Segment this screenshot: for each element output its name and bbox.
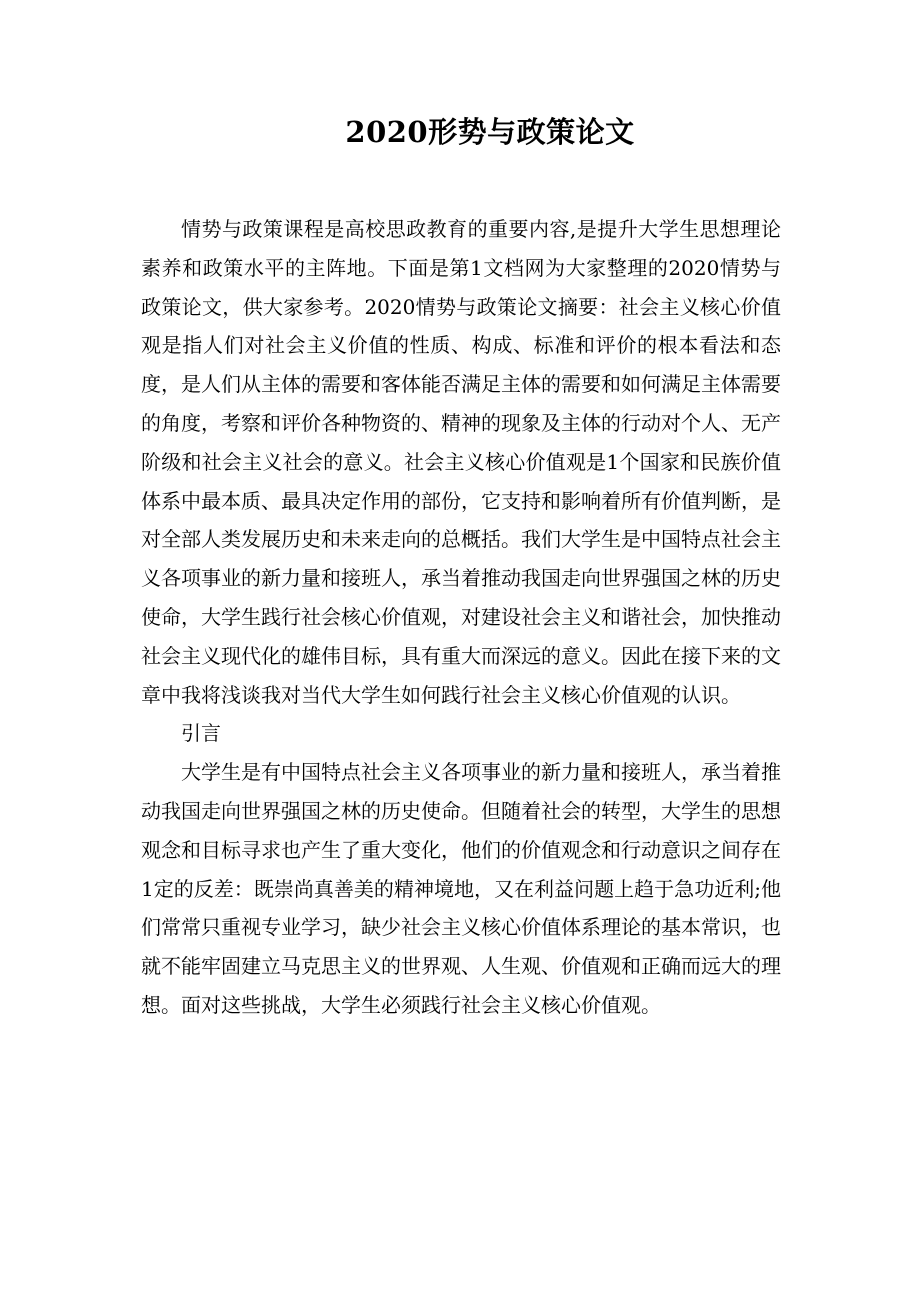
paragraph-abstract: 情势与政策课程是高校思政教育的重要内容,是提升大学生思想理论素养和政策水平的主阵地。下面是第1文档网为大家整理的2020情势与政策论文，供大家参考。2020情势与政策论文摘要：社会主义核心价值观是指人们对社会主义价值的性质、构成、标准和评价的根本看法和态度，是人们从主体的需要和客体能否满足主体的需要和如何满足主体需要的角度，考察和评价各种物资的、精神的现象及主体的行动对个人、无产阶级和社会主义社会的意义。社会主义核心价值观是1个国家和民族价值体系中最本质、最具决定作用的部份，它支持和影响着所有价值判断，是对全部人类发展历史和未来走向的总概括。我们大学生是中国特点社会主义各项事业的新力量和接班人，承当着推动我国走向世界强国之林的历史使命，大学生践行社会核心价值观，对建设社会主义和谐社会，加快推动社会主义现代化的雄伟目标，具有重大而深远的意义。因此在接下来的文章中我将浅谈我对当代大学生如何践行社会主义核心价值观的认识。 — [141, 217, 781, 707]
document-title: 2020形势与政策论文 — [345, 115, 635, 149]
document-body — [141, 210, 781, 1025]
paragraph-heading-introduction: 引言 — [181, 721, 221, 746]
paragraph-introduction: 大学生是有中国特点社会主义各项事业的新力量和接班人，承当着推动我国走向世界强国之林的历史使命。但随着社会的转型，大学生的思想观念和目标寻求也产生了重大变化，他们的价值观念和行动意识之间存在1定的反差：既崇尚真善美的精神境地，又在利益问题上趋于急功近利;他们常常只重视专业学习，缺少社会主义核心价值体系理论的基本常识，也就不能牢固建立马克思主义的世界观、人生观、价值观和正确而远大的理想。面对这些挑战，大学生必须践行社会主义核心价值观。 — [141, 760, 781, 1017]
